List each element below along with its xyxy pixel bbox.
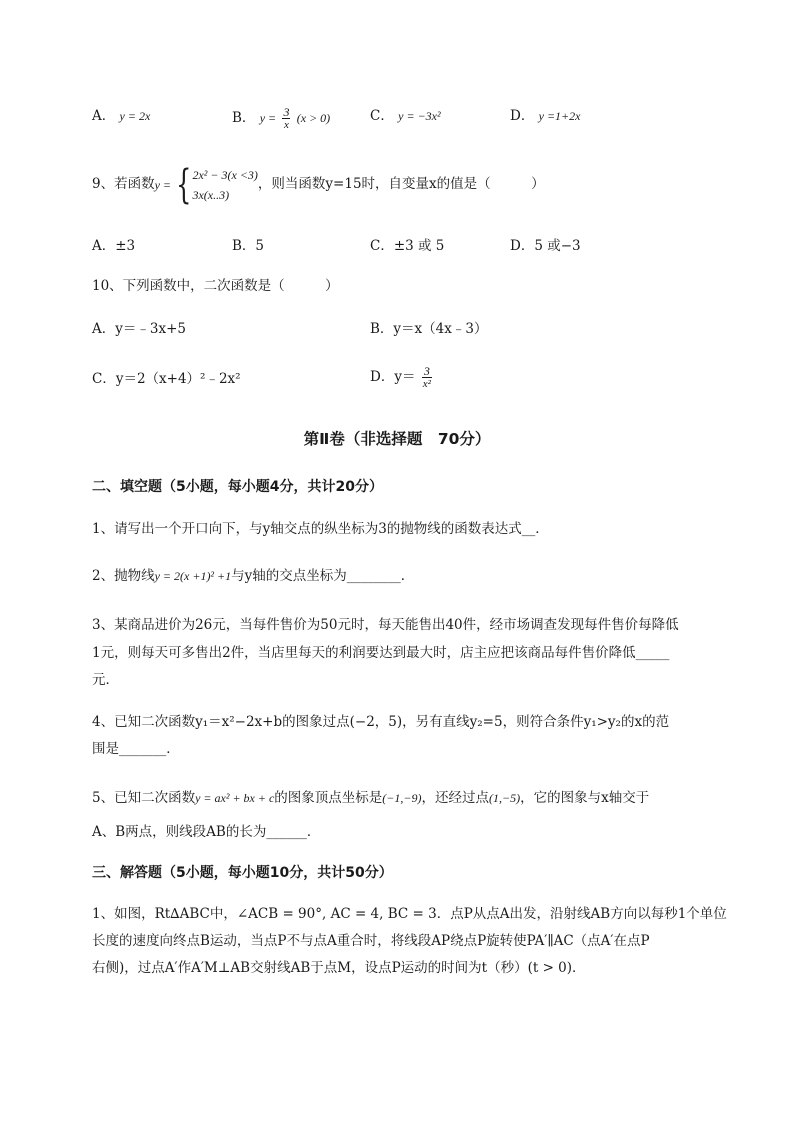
part2-title: 第Ⅱ卷（非选择题 70分） [303,430,491,448]
q10-option-b[interactable]: B．y＝x（4x﹣3） [370,321,488,337]
left-brace-icon: { [176,161,192,208]
q8-option-a-label: A． [92,108,116,124]
q10-option-c[interactable]: C．y＝2（x+4）²﹣2x² [92,371,241,387]
s2-q5-math: y = ax² + bx + c [195,791,275,805]
q8-option-d-label: D． [510,108,535,124]
s2-q3-line3: 元． [92,672,119,688]
s2-q5-mid2: ，还经过点 [421,790,489,806]
q9-suffix: ，则当函数y=15时，自变量x的值是（ ） [257,176,545,192]
q8-option-b-numerator: 3 [283,105,290,119]
q9-option-b[interactable]: B．5 [232,238,265,254]
s2-q5-point: (1,−5) [488,791,521,805]
q9-prefix: 9、若函数 [92,176,155,192]
q8-option-c[interactable] [370,106,441,126]
s2-q4-line1: 4、已知二次函数y₁＝x²−2x+b的图象过点(−2，5)，另有直线y₂=5，则符合条件y₁>y₂的x的范 [92,714,670,730]
q8-option-a-math: y = 2x [119,109,151,123]
q10-option-d-fraction [422,365,432,390]
s2-q2-suffix: 与y轴的交点坐标为________． [231,568,415,584]
s2-q5-prefix: 5、已知二次函数 [92,790,196,806]
q9-piecewise [154,161,258,208]
s3-q1-line2: 长度的速度向终点B运动，当点P不与点A重合时，将线段AP绕点P旋转使PA′∥AC（点A′在点P [92,933,650,949]
s2-q5-line2: A、B两点，则线段AB的长为______． [92,824,321,840]
s2-q5-vertex: (−1,−9) [382,791,422,805]
q8-option-c-label: C． [370,108,394,124]
s2-q5-line1 [92,788,649,808]
q8-option-c-math: y = −3x² [398,109,441,123]
s2-q5-mid1: 的图象顶点坐标是 [274,790,383,806]
section3-heading: 三、解答题（5小题，每小题10分，共计50分） [92,865,393,881]
s3-q1-line3: 右侧)，过点A′作A′M⊥AB交射线AB于点M，设点P运动的时间为t（秒）(t > 0)． [92,960,586,976]
s2-q3-line1: 3、某商品进价为26元，当每件售价为50元时，每天能售出40件，经市场调查发现每件售价每降低 [92,617,679,633]
q8-option-d[interactable] [510,106,580,126]
q8-option-b[interactable] [232,106,330,131]
q10-option-d[interactable] [370,362,434,392]
q8-option-a[interactable] [92,106,150,126]
q9-option-d[interactable]: D．5 或−3 [510,238,581,254]
s2-q4-line2: 围是_______． [92,741,180,757]
q9-case-1: 2x² − 3(x <3) [192,167,258,182]
s2-q2 [92,566,414,586]
s2-q2-math: y = 2(x +1)² +1 [154,569,232,583]
q10-option-d-numerator: 3 [422,365,432,378]
q10-option-d-prefix: D．y＝ [370,369,416,385]
q9-case-2: 3x(x..3) [192,187,230,202]
q9-cases [192,165,257,205]
q9-lhs: y = [154,177,172,192]
q8-option-b-fraction [282,106,290,131]
q10-option-d-denominator: x² [422,378,431,390]
q8-option-b-lhs: y = [259,111,277,125]
section2-heading: 二、填空题（5小题，每小题4分，共计20分） [92,479,383,495]
s2-q2-prefix: 2、抛物线 [92,568,155,584]
q8-option-b-condition: (x > 0) [296,111,331,125]
q10-option-a[interactable]: A．y＝﹣3x+5 [92,321,186,337]
s2-q3-line2: 1元，则每天可多售出2件，当店里每天的利润要达到最大时，店主应把该商品每件售价降低_____ [92,645,670,661]
q9-stem [92,161,545,208]
s2-q5-suffix: ，它的图象与x轴交于 [520,790,650,806]
q9-option-c[interactable]: C．±3 或 5 [370,238,445,254]
q9-option-a[interactable]: A．±3 [92,238,136,254]
q8-option-b-denominator: x [284,119,289,131]
s2-q1: 1、请写出一个开口向下，与y轴交点的纵坐标为3的抛物线的函数表达式__． [92,521,549,537]
q8-option-d-math: y =1+2x [538,109,581,123]
q10-stem: 10、下列函数中，二次函数是（ ） [92,278,339,294]
s3-q1-line1: 1、如图，Rt∆ABC中，∠ACB = 90°, AC = 4, BC = 3．点P从点A出发，沿射线AB方向以每秒1个单位 [92,906,727,922]
q8-option-b-label: B． [232,110,256,126]
